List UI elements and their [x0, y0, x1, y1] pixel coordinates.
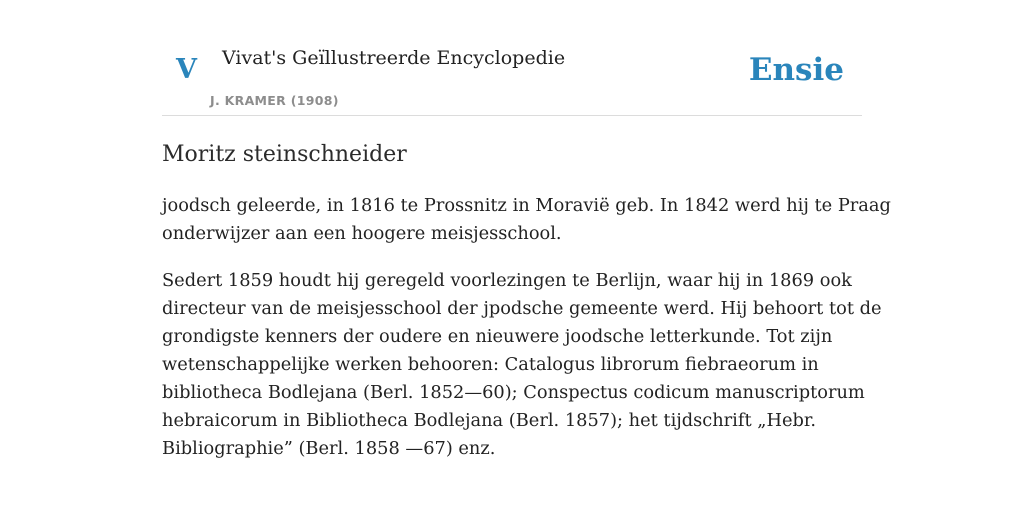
text-line: onderwijzer aan een hoogere meisjesschool. — [162, 223, 562, 244]
paragraph — [162, 192, 891, 248]
text-line: Sedert 1859 houdt hij geregeld voorlezingen te Berlijn, waar hij in 1869 ook — [162, 270, 852, 291]
entry-body — [162, 192, 891, 482]
entry-title: Moritz steinschneider — [162, 142, 407, 167]
text-line: directeur van de meisjesschool der jpodsche gemeente werd. Hij behoort tot de — [162, 298, 882, 319]
text-line: joodsch geleerde, in 1816 te Prossnitz in Moravië geb. In 1842 werd hij te Praag — [162, 195, 891, 216]
ensie-brand-link[interactable]: Ensie — [748, 52, 844, 88]
header — [162, 0, 862, 116]
encyclopedia-logo[interactable]: V — [176, 54, 197, 85]
text-line: hebraicorum in Bibliotheca Bodlejana (Berl. 1857); het tijdschrift „Hebr. — [162, 410, 817, 431]
encyclopedia-title-link[interactable]: Vivat's Geïllustreerde Encyclopedie — [222, 47, 566, 69]
paragraph — [162, 267, 882, 463]
text-line: bibliotheca Bodlejana (Berl. 1852—60); Conspectus codicum manuscriptorum — [162, 382, 865, 403]
text-line: Bibliographie” (Berl. 1858 —67) enz. — [162, 438, 496, 459]
author-label: J. KRAMER (1908) — [210, 93, 339, 108]
text-line: grondigste kenners der oudere en nieuwere joodsche letterkunde. Tot zijn — [162, 326, 833, 347]
text-line: wetenschappelijke werken behooren: Catalogus librorum fiebraeorum in — [162, 354, 819, 375]
page — [162, 0, 891, 512]
